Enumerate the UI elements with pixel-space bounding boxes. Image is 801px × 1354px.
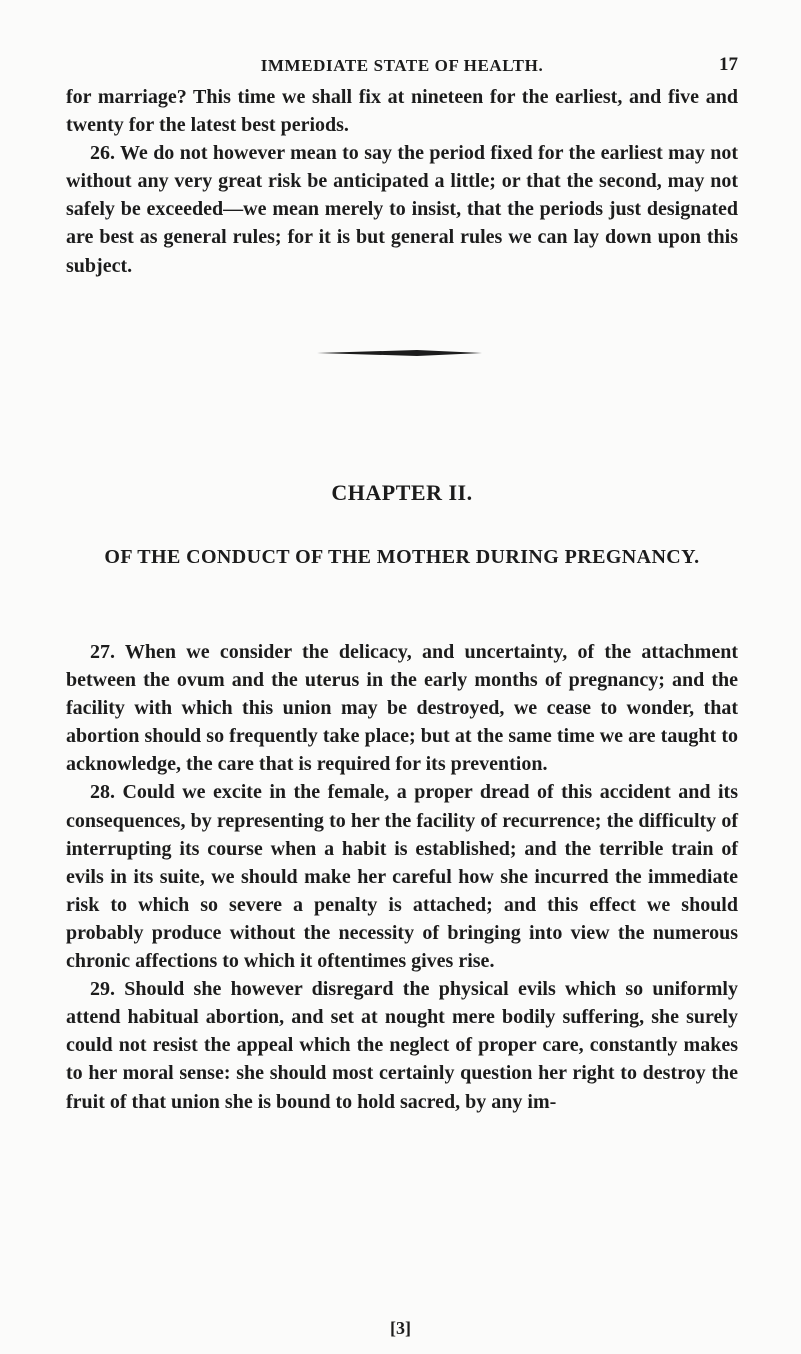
paragraph-continuation: for marriage? This time we shall fix at nineteen for the earliest, and five and twenty for the latest best periods. <box>66 86 738 137</box>
text-block-top <box>66 83 738 280</box>
chapter-subtitle: OF THE CONDUCT OF THE MOTHER DURING PREGNANCY. <box>104 546 700 568</box>
paragraph-27: 27. When we consider the delicacy, and uncertainty, of the attachment between the ovum and the uterus in the early months of pregnancy; and the facility with which this union may be destroyed, we cease to wonder, that abortion should so frequently take place; but at the same time we are taught to acknowledge, the care that is required for its prevention. <box>66 641 738 776</box>
section-divider-ornament <box>317 348 482 358</box>
chapter-heading: CHAPTER II. <box>331 480 473 505</box>
paragraph-28: 28. Could we excite in the female, a proper dread of this accident and its consequences, by representing to her the facility of recurrence; the difficulty of interrupting its course when a habit is established; and the terrible train of evils in its suite, we should make her careful how she incurred the immediate risk to which so severe a penalty is attached; and this effect we should probably produce without the necessity of bringing into view the numerous chronic affections to which it oftentimes gives rise. <box>66 781 738 973</box>
running-head <box>66 56 738 80</box>
page-number: 17 <box>719 54 738 75</box>
text-block-bottom <box>66 638 738 1116</box>
signature-mark: [3] <box>390 1318 411 1338</box>
running-title: IMMEDIATE STATE OF HEALTH. <box>260 56 544 75</box>
paragraph-29: 29. Should she however disregard the physical evils which so uniformly attend habitual abortion, and set at nought mere bodily suffering, she surely could not resist the appeal which the neglect of proper care, constantly makes to her moral sense: she should most certainly question her right to destroy the fruit of that union she is bound to hold sacred, by any im- <box>66 978 738 1113</box>
paragraph-26: 26. We do not however mean to say the period fixed for the earliest may not without any very great risk be anticipated a little; or that the second, may not safely be exceeded—we mean merely to insist, that the periods just designated are best as general rules; for it is but general rules we can lay down upon this subject. <box>66 142 738 277</box>
